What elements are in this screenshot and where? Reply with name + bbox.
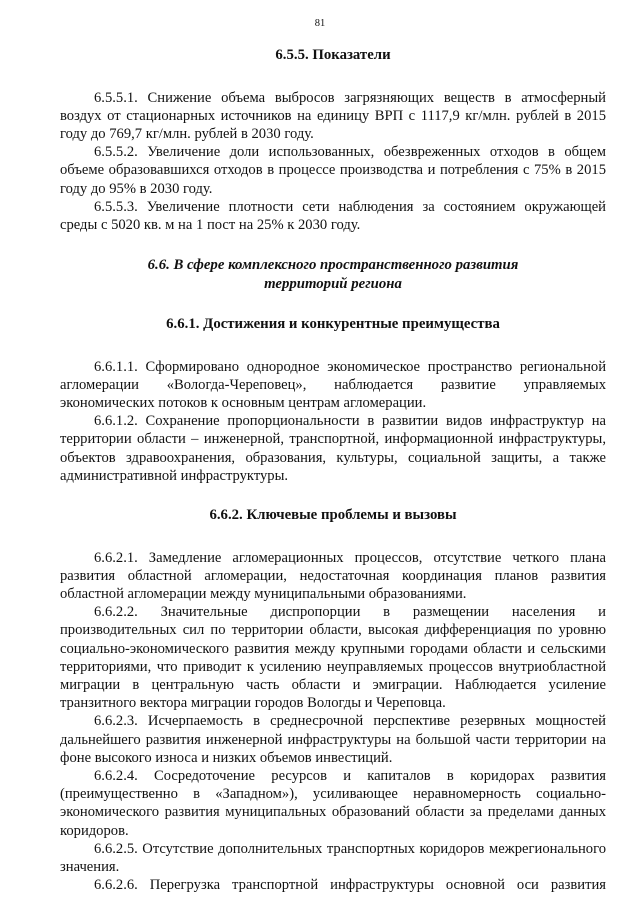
paragraph-6-6-2-6: 6.6.2.6. Перегрузка транспортной инфраструктуры основной оси развития <box>94 877 606 894</box>
section-6-6-2-title: 6.6.2. Ключевые проблемы и вызовы <box>209 507 457 524</box>
paragraph-6-6-2-4: 6.6.2.4. Сосредоточение ресурсов и капиталов в коридорах развития (преимущественно в «Западном»), усиливающее неравномерность социально-экономического развития муниципальных образований области за пределами данных коридоров. <box>60 767 606 839</box>
paragraph-6-5-5-1: 6.5.5.1. Снижение объема выбросов загрязняющих веществ в атмосферный воздух от стационарных источников на единицу ВРП с 1117,9 кг/млн. рублей в 2015 году до 769,7 кг/млн. рублей в 2030 году. <box>60 89 606 142</box>
paragraph-6-6-2-3: 6.6.2.3. Исчерпаемость в среднесрочной перспективе резервных мощностей дальнейшего развития инженерной инфраструктуры на большой части территории на фоне высокого износа и низких объемов инвестиций. <box>60 713 606 766</box>
section-6-6-1-title: 6.6.1. Достижения и конкурентные преимущества <box>166 316 500 333</box>
paragraph-6-6-2-2: 6.6.2.2. Значительные диспропорции в размещении населения и производительных сил по территории области, высокая дифференциация по уровню социально-экономического развития между крупными городами области и сельскими территориями, что приводит к усилению неуправляемых процессов внутриобластной миграции в центральную часть области и эмиграции. Наблюдается усиление транзитного вектора миграции городов Вологды и Череповца. <box>60 604 606 712</box>
section-6-6-title <box>60 256 606 293</box>
section-6-6-title-line2: территорий региона <box>264 275 402 292</box>
paragraph-6-6-1-1: 6.6.1.1. Сформировано однородное экономическое пространство региональной агломерации «Вологда-Череповец», наблюдается развитие управляемых экономических потоков к основным центрам агломерации. <box>60 358 606 412</box>
paragraph-6-6-1-2: 6.6.1.2. Сохранение пропорциональности в развитии видов инфраструктур на территории области – инженерной, транспортной, информационной инфраструктуры, объектов здравоохранения, образования, культуры, социальной защиты, а также административной инфраструктуры. <box>60 413 606 484</box>
paragraph-6-6-2-1: 6.6.2.1. Замедление агломерационных процессов, отсутствие четкого плана развития областной агломерации, недостаточная координация планов развития областной агломерации между муниципальными образованиями. <box>60 549 606 602</box>
paragraph-6-5-5-2: 6.5.5.2. Увеличение доли использованных, обезвреженных отходов в общем объеме образовавшихся отходов в процессе производства и потребления с 75% в 2015 году до 95% в 2030 году. <box>60 144 606 197</box>
paragraph-6-6-2-5: 6.6.2.5. Отсутствие дополнительных транспортных коридоров межрегионального значения. <box>60 840 606 875</box>
section-6-6-title-line1: 6.6. В сфере комплексного пространственного развития <box>147 257 519 274</box>
paragraph-6-5-5-3: 6.5.5.3. Увеличение плотности сети наблюдения за состоянием окружающей среды с 5020 кв. м на 1 пост на 25% к 2030 году. <box>60 198 606 233</box>
page-content <box>60 46 606 894</box>
section-6-5-5-title: 6.5.5. Показатели <box>275 47 391 63</box>
page-number: 81 <box>314 18 326 29</box>
